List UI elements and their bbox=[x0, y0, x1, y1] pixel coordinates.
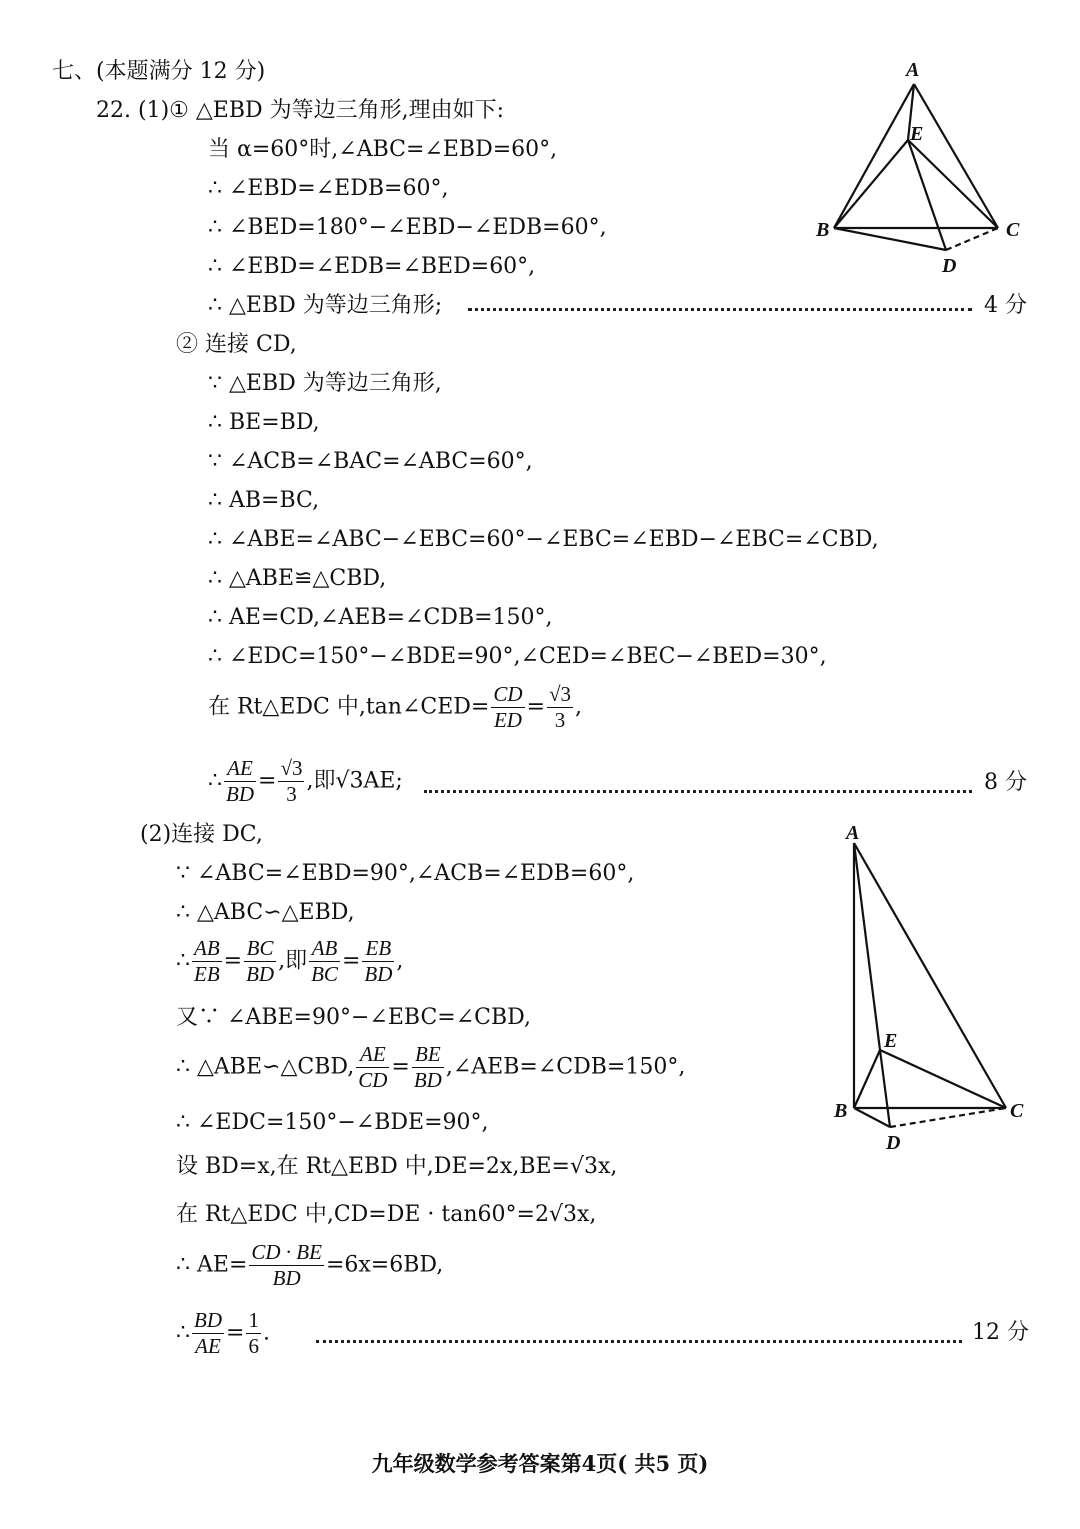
similar-f1-den: CD bbox=[358, 1068, 388, 1092]
ratio-eq-2: = bbox=[341, 948, 361, 974]
similar-suffix: ,∠AEB=∠CDB=150°, bbox=[445, 1054, 686, 1080]
similar-f1-num: AE bbox=[356, 1042, 389, 1068]
fig2-label-a: A bbox=[846, 822, 860, 844]
ratio-line bbox=[176, 936, 403, 987]
similar-eq: = bbox=[391, 1054, 410, 1080]
fig2-segment-cd-dashed bbox=[890, 1108, 1006, 1127]
ae-fraction bbox=[249, 1240, 324, 1291]
fig1-segment-bd bbox=[834, 228, 946, 250]
conclusion-frac-den: BD bbox=[226, 782, 254, 806]
part1b-line-5: ∴ ∠ABE=∠ABC−∠EBC=60°−∠EBC=∠EBD−∠EBC=∠CBD, bbox=[208, 527, 879, 552]
conclusion-value-den: 3 bbox=[286, 782, 297, 806]
score-4: 4 分 bbox=[984, 293, 1027, 318]
fig2-label-d: D bbox=[886, 1132, 901, 1154]
figure-2 bbox=[820, 815, 1040, 1160]
part1-line-4: ∴ ∠EBD=∠EDB=∠BED=60°, bbox=[208, 254, 536, 279]
part1b-first-line bbox=[176, 330, 297, 360]
fig1-label-b: B bbox=[816, 219, 830, 241]
part1-line-2: ∴ ∠EBD=∠EDB=60°, bbox=[208, 176, 449, 201]
fig2-segment-ce bbox=[880, 1050, 1006, 1108]
final-suffix: . bbox=[262, 1320, 270, 1346]
conclusion-line bbox=[208, 756, 403, 807]
fig1-segment-ab bbox=[834, 84, 914, 228]
ratio-f1-den: EB bbox=[194, 962, 220, 986]
part2-more-1: 设 BD=x,在 Rt△EBD 中,DE=2x,BE=√3x, bbox=[176, 1154, 618, 1179]
score-leader-8 bbox=[424, 790, 972, 793]
ratio-frac-2 bbox=[244, 936, 276, 987]
ae-line bbox=[176, 1240, 443, 1291]
fig1-segment-ed bbox=[908, 140, 946, 250]
fig1-label-a: A bbox=[906, 59, 920, 81]
final-fraction bbox=[192, 1308, 224, 1359]
part2-line-1: ∵ ∠ABC=∠EBD=90°,∠ACB=∠EDB=60°, bbox=[176, 861, 635, 886]
final-prefix: ∴ bbox=[176, 1320, 190, 1346]
ratio-frac-3 bbox=[309, 936, 340, 987]
part1b-line-7: ∴ AE=CD,∠AEB=∠CDB=150°, bbox=[208, 605, 553, 630]
fig2-label-c: C bbox=[1010, 1100, 1024, 1122]
fig2-segment-ae bbox=[854, 843, 880, 1050]
part1b-label: ② bbox=[176, 332, 199, 357]
part2-more-2: 在 Rt△EDC 中,CD=DE · tan60°=2√3x, bbox=[176, 1202, 597, 1227]
ratio-prefix: ∴ bbox=[176, 948, 190, 974]
similar-f2-den: BD bbox=[413, 1068, 442, 1092]
ratio-f4-den: BD bbox=[364, 962, 393, 986]
fig1-label-e: E bbox=[910, 123, 924, 145]
conclusion-value-num: √3 bbox=[280, 756, 303, 780]
tan-prefix: 在 Rt△EDC 中,tan∠CED= bbox=[208, 694, 490, 720]
ratio-eq-1: = bbox=[223, 948, 243, 974]
ratio-f3-num: AB bbox=[309, 936, 340, 962]
tan-value-num: √3 bbox=[549, 682, 572, 706]
final-eq: = bbox=[226, 1320, 245, 1346]
tan-value-den: 3 bbox=[554, 708, 566, 732]
final-value-den: 6 bbox=[248, 1334, 259, 1358]
score-leader-12 bbox=[316, 1340, 962, 1343]
conclusion-prefix: ∴ bbox=[208, 768, 222, 794]
final-frac-num: BD bbox=[194, 1308, 222, 1332]
part1-line-0: △EBD 为等边三角形,理由如下: bbox=[195, 98, 505, 123]
similar-frac-1 bbox=[356, 1042, 389, 1093]
conclusion-eq: = bbox=[258, 768, 277, 794]
tan-fraction bbox=[491, 682, 524, 733]
similar-f2-num: BE bbox=[412, 1042, 444, 1068]
section-header: 七、(本题满分 12 分) bbox=[52, 59, 266, 84]
similar-frac-2 bbox=[412, 1042, 444, 1093]
fig2-segment-ed bbox=[880, 1050, 890, 1127]
final-line bbox=[176, 1308, 270, 1359]
ratio-f2-den: BD bbox=[246, 962, 275, 986]
tan-frac-den: ED bbox=[493, 708, 522, 732]
ae-frac-num: CD · BE bbox=[251, 1240, 322, 1264]
part1b-line-3: ∵ ∠ACB=∠BAC=∠ABC=60°, bbox=[208, 449, 533, 474]
fig1-segment-ce bbox=[908, 140, 998, 228]
part2-first-line bbox=[140, 820, 263, 850]
conclusion-suffix: ,即√3AE; bbox=[306, 768, 403, 794]
fig1-label-c: C bbox=[1006, 219, 1020, 241]
ratio-f2-num: BC bbox=[244, 936, 276, 962]
tan-suffix: , bbox=[575, 694, 583, 720]
fig1-segment-ac bbox=[914, 84, 998, 228]
conclusion-value-fraction bbox=[278, 756, 304, 807]
similar-line bbox=[176, 1042, 685, 1093]
part1b-line-4: ∴ AB=BC, bbox=[208, 488, 320, 513]
ratio-mid: ,即 bbox=[278, 948, 308, 974]
part1-line-5: ∴ △EBD 为等边三角形; bbox=[208, 293, 443, 318]
score-leader-4 bbox=[468, 308, 972, 311]
part1-line-1: 当 α=60°时,∠ABC=∠EBD=60°, bbox=[208, 137, 558, 162]
part1b-line-1: ∵ △EBD 为等边三角形, bbox=[208, 371, 442, 396]
part1-label: (1)① bbox=[138, 98, 189, 123]
final-value-fraction bbox=[246, 1308, 261, 1359]
tan-line bbox=[208, 682, 582, 733]
part1b-line-8: ∴ ∠EDC=150°−∠BDE=90°,∠CED=∠BEC−∠BED=30°, bbox=[208, 644, 827, 669]
problem-number: 22. bbox=[96, 98, 131, 123]
fig2-segment-be bbox=[854, 1050, 880, 1108]
page-footer: 九年级数学参考答案第4页( 共5 页) bbox=[371, 1451, 709, 1476]
fig2-label-e: E bbox=[884, 1030, 898, 1052]
ae-prefix: ∴ AE= bbox=[176, 1252, 248, 1278]
ratio-f1-num: AB bbox=[194, 936, 220, 960]
fig2-label-b: B bbox=[834, 1100, 848, 1122]
final-frac-den: AE bbox=[195, 1334, 221, 1358]
conclusion-frac-num: AE bbox=[224, 756, 256, 782]
part2-more-0: ∴ ∠EDC=150°−∠BDE=90°, bbox=[176, 1110, 489, 1135]
part2-label: (2) bbox=[140, 822, 172, 847]
ratio-suffix: , bbox=[396, 948, 404, 974]
similar-prefix: ∴ △ABE∽△CBD, bbox=[176, 1054, 355, 1080]
problem-number-line bbox=[96, 96, 504, 126]
tan-value-fraction bbox=[547, 682, 573, 733]
figure-1 bbox=[800, 52, 1040, 282]
ratio-f4-num: EB bbox=[362, 936, 394, 962]
part1-line-3: ∴ ∠BED=180°−∠EBD−∠EDB=60°, bbox=[208, 215, 607, 240]
score-12: 12 分 bbox=[972, 1320, 1029, 1345]
score-8: 8 分 bbox=[984, 770, 1027, 795]
ratio-frac-4 bbox=[362, 936, 394, 987]
tan-eq: = bbox=[526, 694, 545, 720]
fig2-segment-ac bbox=[854, 843, 1006, 1108]
ratio-frac-1 bbox=[192, 936, 222, 987]
part2-line-0: 连接 DC, bbox=[171, 822, 263, 847]
part2-line-2: ∴ △ABC∽△EBD, bbox=[176, 900, 355, 925]
tan-frac-num: CD bbox=[493, 682, 523, 706]
fig1-segment-be bbox=[834, 140, 908, 228]
ae-frac-den: BD bbox=[272, 1266, 301, 1290]
final-value-num: 1 bbox=[248, 1308, 259, 1332]
part1b-line-2: ∴ BE=BD, bbox=[208, 410, 320, 435]
ae-suffix: =6x=6BD, bbox=[325, 1252, 444, 1278]
part1b-line-6: ∴ △ABE≌△CBD, bbox=[208, 566, 387, 591]
fig1-segment-cd-dashed bbox=[946, 228, 998, 250]
line-also: 又∵ ∠ABE=90°−∠EBC=∠CBD, bbox=[176, 1005, 532, 1030]
conclusion-fraction bbox=[224, 756, 256, 807]
fig2-segment-bd bbox=[854, 1108, 890, 1127]
fig1-label-d: D bbox=[942, 255, 957, 277]
ratio-f3-den: BC bbox=[311, 962, 338, 986]
part1b-line-0: 连接 CD, bbox=[205, 332, 297, 357]
